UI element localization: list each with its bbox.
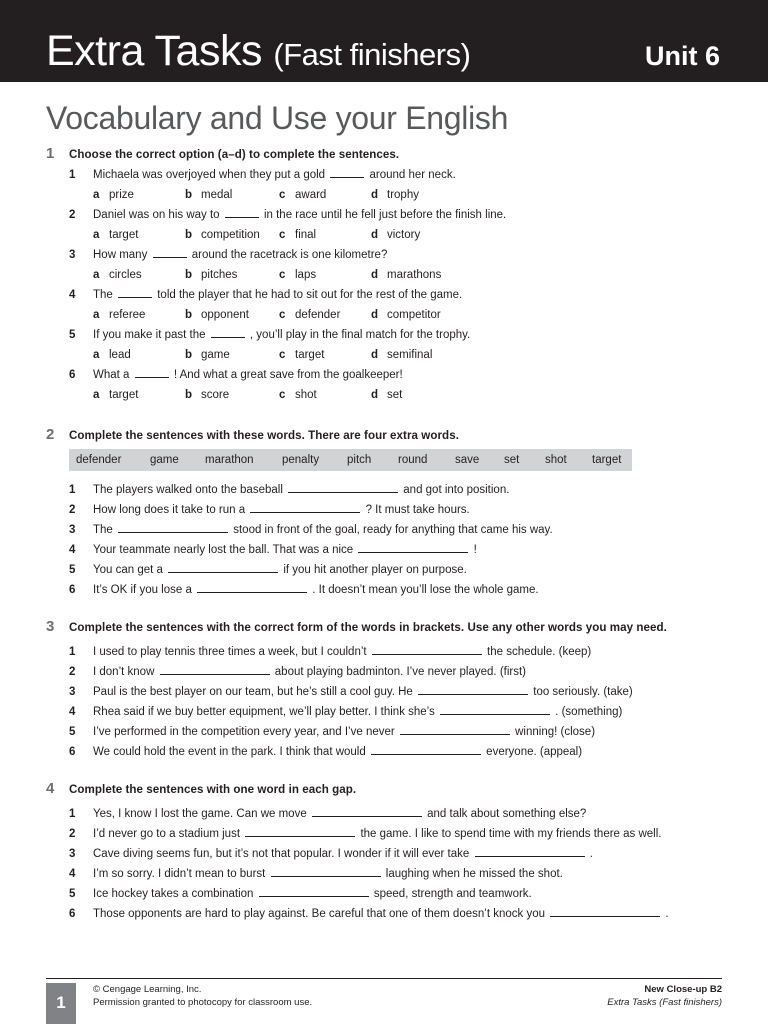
sentence-before: I don’t know: [93, 666, 155, 678]
option-letter: c: [279, 309, 286, 321]
word-option: target: [592, 454, 622, 466]
item-number: 5: [69, 726, 76, 738]
option-letter: d: [371, 229, 379, 241]
sentence-text: [93, 804, 586, 824]
option-letter: a: [93, 189, 100, 201]
answer-gap[interactable]: [550, 905, 660, 917]
option-text: award: [295, 189, 327, 201]
item-number: 2: [69, 504, 76, 516]
option-letter: a: [93, 309, 100, 321]
option-a[interactable]: [93, 345, 131, 365]
task-3: [46, 618, 726, 762]
answer-gap[interactable]: [211, 326, 245, 338]
item-number: 2: [69, 828, 76, 840]
item-number: 5: [69, 329, 76, 341]
sentence-text: [93, 500, 470, 520]
option-text: competitor: [387, 309, 441, 321]
sentence-item: [46, 520, 726, 540]
header-bar: [0, 0, 768, 82]
answer-gap[interactable]: [418, 683, 528, 695]
sentence-after: . It doesn’t mean you’ll lose the whole game.: [312, 584, 539, 596]
sentence-text: [93, 722, 595, 742]
sentence-after: told the player that he had to sit out for the rest of the game.: [157, 289, 463, 301]
sentence-text: [93, 824, 662, 844]
sentence-after: and got into position.: [403, 484, 510, 496]
option-b[interactable]: [185, 305, 249, 325]
option-c[interactable]: [279, 225, 316, 245]
task-instruction: Choose the correct option (a–d) to complete the sentences.: [69, 148, 400, 161]
sentence-text: [93, 245, 387, 265]
sentence-item: [46, 165, 726, 185]
word-option: marathon: [205, 454, 254, 466]
sentence-item: [46, 580, 726, 600]
item-number: 6: [69, 746, 76, 758]
answer-gap[interactable]: [160, 663, 270, 675]
answer-gap[interactable]: [372, 643, 482, 655]
sentence-after: about playing badminton. I’ve never played. (first): [274, 666, 527, 678]
option-row: [46, 305, 726, 325]
item-number: 1: [69, 646, 76, 658]
sentence-item: [46, 325, 726, 345]
option-text: competition: [201, 229, 260, 241]
option-letter: a: [93, 269, 100, 281]
task-instruction: Complete the sentences with one word in each gap.: [69, 783, 357, 796]
option-letter: b: [185, 349, 193, 361]
option-row: [46, 345, 726, 365]
task-3-items: [46, 642, 726, 762]
option-letter: b: [185, 189, 193, 201]
section-title: Vocabulary and Use your English: [46, 100, 509, 136]
sentence-item: [46, 702, 726, 722]
option-text: final: [295, 229, 317, 241]
book-section: Extra Tasks (Fast finishers): [607, 996, 722, 1008]
sentence-text: [93, 520, 553, 540]
item-number: 2: [69, 209, 76, 221]
sentence-text: [93, 662, 526, 682]
permission-text: Permission granted to photocopy for classroom use.: [93, 996, 313, 1008]
word-option: pitch: [347, 454, 372, 466]
option-text: target: [109, 389, 139, 401]
sentence-after: speed, strength and teamwork.: [373, 888, 532, 900]
item-number: 1: [69, 484, 76, 496]
word-option: game: [150, 454, 179, 466]
option-text: circles: [109, 269, 142, 281]
answer-gap[interactable]: [440, 703, 550, 715]
option-letter: c: [279, 269, 286, 281]
sentence-after: the schedule. (keep): [487, 646, 592, 658]
sentence-before: You can get a: [93, 564, 163, 576]
option-text: set: [387, 389, 403, 401]
option-letter: b: [185, 229, 193, 241]
answer-gap[interactable]: [197, 581, 307, 593]
task-instruction: Complete the sentences with these words. There are four extra words.: [69, 429, 459, 442]
sentence-after: ! And what a great save from the goalkeeper!: [173, 369, 403, 381]
copyright-text: © Cengage Learning, Inc.: [93, 984, 202, 995]
option-c[interactable]: [279, 385, 317, 405]
sentence-before: We could hold the event in the park. I think that would: [93, 746, 366, 758]
option-d[interactable]: [371, 265, 441, 285]
item-number: 6: [69, 369, 76, 381]
sentence-item: [46, 824, 726, 844]
book-info: [607, 984, 722, 1009]
sentence-before: The: [93, 289, 113, 301]
item-number: 1: [69, 169, 76, 181]
option-letter: b: [185, 309, 193, 321]
sentence-item: [46, 205, 726, 225]
answer-gap[interactable]: [135, 366, 169, 378]
item-number: 3: [69, 848, 76, 860]
option-letter: d: [371, 189, 379, 201]
sentence-before: What a: [93, 369, 130, 381]
answer-gap[interactable]: [153, 246, 187, 258]
option-row: [46, 185, 726, 205]
option-letter: b: [185, 269, 193, 281]
sentence-item: [46, 245, 726, 265]
task-1-items: [46, 165, 726, 405]
sentence-item: [46, 662, 726, 682]
title-sub: (Fast finishers): [273, 37, 471, 72]
task-number: 4: [46, 780, 55, 797]
task-1-header: [46, 145, 726, 165]
page-title: [46, 26, 470, 80]
sentence-text: [93, 580, 539, 600]
option-letter: d: [371, 309, 379, 321]
sentence-text: [93, 904, 669, 924]
sentence-after: winning! (close): [515, 726, 596, 738]
task-2: [46, 426, 726, 446]
sentence-text: [93, 864, 563, 884]
sentence-after: stood in front of the goal, ready for anything that came his way.: [233, 524, 553, 536]
sentence-text: [93, 325, 470, 345]
sentence-text: [93, 365, 403, 385]
task-2-items: [46, 480, 726, 600]
option-c[interactable]: [279, 265, 316, 285]
answer-gap[interactable]: [288, 481, 398, 493]
sentence-item: [46, 844, 726, 864]
sentence-text: [93, 742, 582, 762]
option-text: victory: [387, 229, 421, 241]
option-text: lead: [109, 349, 131, 361]
sentence-item: [46, 804, 726, 824]
answer-gap[interactable]: [271, 865, 381, 877]
sentence-text: [93, 884, 532, 904]
sentence-after: , you’ll play in the final match for the trophy.: [249, 329, 471, 341]
sentence-text: [93, 480, 509, 500]
task-1: [46, 145, 726, 405]
sentence-after: in the race until he fell just before the finish line.: [263, 209, 507, 221]
word-option: shot: [545, 454, 567, 466]
option-row: [46, 385, 726, 405]
item-number: 6: [69, 908, 76, 920]
sentence-before: Your teammate nearly lost the ball. That was a nice: [93, 544, 354, 556]
answer-gap[interactable]: [358, 541, 468, 553]
sentence-before: Ice hockey takes a combination: [93, 888, 254, 900]
task-2-list: [46, 480, 726, 600]
item-number: 4: [69, 706, 76, 718]
sentence-after: !: [473, 544, 477, 556]
sentence-before: Cave diving seems fun, but it’s not that popular. I wonder if it will ever take: [93, 848, 470, 860]
option-text: score: [201, 389, 230, 401]
sentence-item: [46, 864, 726, 884]
sentence-item: [46, 682, 726, 702]
option-d[interactable]: [371, 185, 419, 205]
option-letter: c: [279, 229, 286, 241]
sentence-item: [46, 480, 726, 500]
answer-gap[interactable]: [259, 885, 369, 897]
sentence-after: .: [665, 908, 669, 920]
item-number: 4: [69, 868, 76, 880]
item-number: 3: [69, 686, 76, 698]
sentence-before: Rhea said if we buy better equipment, we’ll play better. I think she’s: [93, 706, 435, 718]
sentence-after: too seriously. (take): [533, 686, 633, 698]
sentence-after: if you hit another player on purpose.: [283, 564, 467, 576]
sentence-text: [93, 205, 506, 225]
option-b[interactable]: [185, 265, 237, 285]
item-number: 3: [69, 249, 76, 261]
sentence-item: [46, 285, 726, 305]
sentence-text: [93, 682, 633, 702]
option-d[interactable]: [371, 225, 420, 245]
sentence-before: The: [93, 524, 113, 536]
answer-gap[interactable]: [118, 521, 228, 533]
option-text: pitches: [201, 269, 238, 281]
item-number: 5: [69, 564, 76, 576]
sentence-before: The players walked onto the baseball: [93, 484, 283, 496]
option-text: defender: [295, 309, 341, 321]
word-box: [69, 449, 632, 471]
answer-gap[interactable]: [475, 845, 585, 857]
task-2-header: [46, 426, 726, 446]
copyright-notice: [93, 984, 312, 1009]
word-option: round: [398, 454, 428, 466]
sentence-after: around the racetrack is one kilometre?: [191, 249, 388, 261]
option-text: semifinal: [387, 349, 433, 361]
sentence-item: [46, 742, 726, 762]
answer-gap[interactable]: [118, 286, 152, 298]
sentence-after: the game. I like to spend time with my friends there as well.: [360, 828, 662, 840]
sentence-before: I’ve performed in the competition every year, and I’ve never: [93, 726, 395, 738]
item-number: 2: [69, 666, 76, 678]
option-text: laps: [295, 269, 317, 281]
option-letter: a: [93, 349, 100, 361]
option-text: trophy: [387, 189, 419, 201]
sentence-after: and talk about something else?: [427, 808, 587, 820]
item-number: 1: [69, 808, 76, 820]
option-a[interactable]: [93, 305, 145, 325]
option-letter: b: [185, 389, 193, 401]
task-4-header: [46, 780, 726, 800]
option-letter: c: [279, 389, 286, 401]
option-a[interactable]: [93, 265, 142, 285]
sentence-before: How long does it take to run a: [93, 504, 246, 516]
option-row: [46, 225, 726, 245]
sentence-text: [93, 844, 593, 864]
option-c[interactable]: [279, 305, 340, 325]
sentence-after: . (something): [555, 706, 623, 718]
option-letter: d: [371, 389, 379, 401]
sentence-item: [46, 904, 726, 924]
sentence-before: I’m so sorry. I didn’t mean to burst: [93, 868, 266, 880]
answer-gap[interactable]: [225, 206, 259, 218]
book-title: New Close-up B2: [644, 984, 722, 995]
sentence-after: laughing when he missed the shot.: [385, 868, 563, 880]
option-b[interactable]: [185, 225, 260, 245]
item-number: 4: [69, 544, 76, 556]
option-letter: a: [93, 229, 100, 241]
option-text: referee: [109, 309, 146, 321]
answer-gap[interactable]: [250, 501, 360, 513]
word-option: save: [455, 454, 480, 466]
option-text: marathons: [387, 269, 442, 281]
task-number: 3: [46, 618, 55, 635]
item-number: 6: [69, 584, 76, 596]
option-letter: c: [279, 189, 286, 201]
task-instruction: Complete the sentences with the correct form of the words in brackets. Use any other words you may need.: [69, 621, 667, 634]
answer-gap[interactable]: [371, 743, 481, 755]
page-number: 1: [46, 983, 76, 1024]
page-footer: [46, 978, 722, 1024]
sentence-item: [46, 500, 726, 520]
sentence-before: It’s OK if you lose a: [93, 584, 192, 596]
option-d[interactable]: [371, 385, 402, 405]
option-c[interactable]: [279, 345, 324, 365]
item-number: 5: [69, 888, 76, 900]
task-number: 1: [46, 145, 55, 162]
option-letter: d: [371, 349, 379, 361]
sentence-text: [93, 165, 456, 185]
answer-gap[interactable]: [245, 825, 355, 837]
option-d[interactable]: [371, 305, 441, 325]
option-text: shot: [295, 389, 317, 401]
sentence-before: How many: [93, 249, 148, 261]
option-letter: d: [371, 269, 379, 281]
sentence-text: [93, 642, 591, 662]
item-number: 4: [69, 289, 76, 301]
sentence-item: [46, 560, 726, 580]
answer-gap[interactable]: [400, 723, 510, 735]
sentence-item: [46, 642, 726, 662]
option-a[interactable]: [93, 225, 138, 245]
sentence-after: ? It must take hours.: [365, 504, 470, 516]
option-letter: a: [93, 389, 100, 401]
option-text: target: [295, 349, 325, 361]
sentence-item: [46, 365, 726, 385]
task-4-items: [46, 804, 726, 924]
sentence-item: [46, 884, 726, 904]
task-4: [46, 780, 726, 924]
option-a[interactable]: [93, 185, 134, 205]
word-option: defender: [76, 454, 122, 466]
option-b[interactable]: [185, 385, 229, 405]
sentence-text: [93, 702, 622, 722]
sentence-before: If you make it past the: [93, 329, 206, 341]
option-row: [46, 265, 726, 285]
answer-gap[interactable]: [312, 805, 422, 817]
sentence-before: Michaela was overjoyed when they put a gold: [93, 169, 326, 181]
item-number: 3: [69, 524, 76, 536]
option-b[interactable]: [185, 345, 230, 365]
sentence-before: Paul is the best player on our team, but he’s still a cool guy. He: [93, 686, 413, 698]
word-option: set: [504, 454, 520, 466]
sentence-text: [93, 540, 477, 560]
option-letter: c: [279, 349, 286, 361]
sentence-before: Yes, I know I lost the game. Can we move: [93, 808, 307, 820]
answer-gap[interactable]: [330, 166, 364, 178]
option-a[interactable]: [93, 385, 138, 405]
task-number: 2: [46, 426, 55, 443]
task-3-header: [46, 618, 726, 638]
option-text: medal: [201, 189, 233, 201]
sentence-item: [46, 540, 726, 560]
option-text: prize: [109, 189, 134, 201]
sentence-before: Those opponents are hard to play against. Be careful that one of them doesn’t knock you: [93, 908, 545, 920]
option-text: game: [201, 349, 230, 361]
sentence-before: I’d never go to a stadium just: [93, 828, 241, 840]
sentence-after: .: [589, 848, 593, 860]
option-text: opponent: [201, 309, 249, 321]
option-text: target: [109, 229, 139, 241]
sentence-text: [93, 285, 462, 305]
title-main: Extra Tasks: [46, 27, 262, 75]
word-option: penalty: [282, 454, 320, 466]
unit-label: Unit 6: [644, 41, 720, 71]
option-d[interactable]: [371, 345, 432, 365]
sentence-after: around her neck.: [369, 169, 456, 181]
option-b[interactable]: [185, 185, 232, 205]
sentence-before: Daniel was on his way to: [93, 209, 220, 221]
sentence-after: everyone. (appeal): [486, 746, 583, 758]
sentence-text: [93, 560, 467, 580]
sentence-item: [46, 722, 726, 742]
sentence-before: I used to play tennis three times a week, but I couldn’t: [93, 646, 367, 658]
answer-gap[interactable]: [168, 561, 278, 573]
option-c[interactable]: [279, 185, 326, 205]
